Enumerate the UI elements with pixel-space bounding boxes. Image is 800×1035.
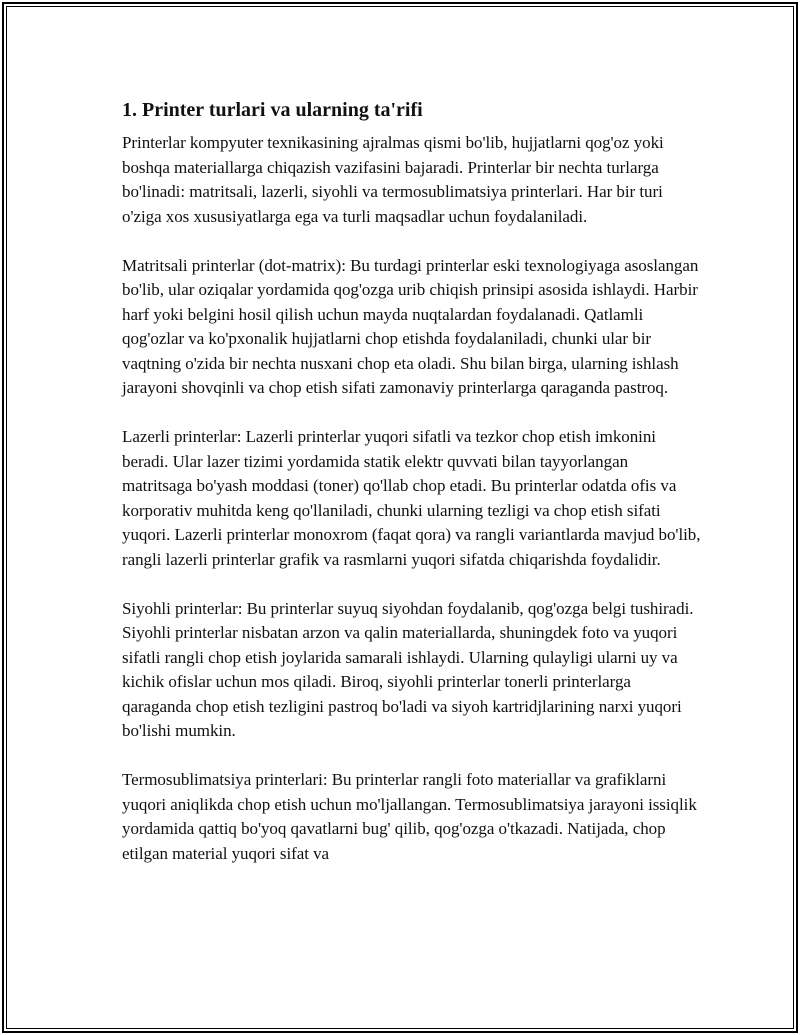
paragraph-intro: Printerlar kompyuter texnikasining ajralmas qismi bo'lib, hujjatlarni qog'oz yoki boshqa materiallarga chiqazish vazifasini bajaradi. Printerlar bir nechta turlarga bo'linadi: matritsali, lazerli, siyohli va termosublimatsiya printerlari. Har bir turi o'ziga xos xususiyatlarga ega va turli maqsadlar uchun foydalaniladi.: [122, 133, 664, 226]
paragraph-dye-sublimation: Termosublimatsiya printerlari: Bu printerlar rangli foto materiallar va grafiklarni yuqori aniqlikda chop etish uchun mo'ljallangan. Termosublimatsiya jarayoni issiqlik yordamida qattiq bo'yoq qavatlarni bug' qilib, qog'ozga o'tkazadi. Natijada, chop etilgan material yuqori sifat va: [122, 770, 697, 863]
paragraph-dot-matrix: Matritsali printerlar (dot-matrix): Bu turdagi printerlar eski texnologiyaga asoslangan bo'lib, ular oziqalar yordamida qog'ozga urib chiqish prinsipi asosida ishlaydi. Harbir harf yoki belgini hosil qilish uchun mayda nuqtalardan foydalanadi. Qatlamli qog'ozlar va ko'pxonalik hujjatlarni chop etishda foydalaniladi, chunki ular bir vaqtning o'zida bir nechta nusxani chop eta oladi. Shu bilan birga, ularning ishlash jarayoni shovqinli va chop etish sifati zamonaviy printerlarga qaraganda pastroq.: [122, 255, 699, 397]
document-body: [122, 96, 702, 866]
section-heading: 1. Printer turlari va ularning ta'rifi: [122, 99, 423, 121]
paragraph-inkjet: Siyohli printerlar: Bu printerlar suyuq siyohdan foydalanib, qog'ozga belgi tushiradi. Siyohli printerlar nisbatan arzon va qalin materiallarda, shuningdek foto va yuqori sifatli rangli chop etish joylarida samarali ishlaydi. Ularning qulayligi ularni uy va kichik ofislar uchun mos qiladi. Biroq, siyohli printerlar tonerli printerlarga qaraganda chop etish tezligini pastroq bo'ladi va siyoh kartridjlarining narxi yuqori bo'lishi mumkin.: [122, 598, 694, 740]
page-frame: [2, 2, 798, 1033]
paragraph-laser: Lazerli printerlar: Lazerli printerlar yuqori sifatli va tezkor chop etish imkonini beradi. Ular lazer tizimi yordamida statik elektr quvvati bilan tayyorlangan matritsaga bo'yash moddasi (toner) qo'llab chop etadi. Bu printerlar odatda ofis va korporativ muhitda keng qo'llaniladi, chunki ularning tezligi va chop etish sifati yuqori. Lazerli printerlar monoxrom (faqat qora) va rangli variantlarda mavjud bo'lib, rangli lazerli printerlar grafik va rasmlarni yuqori sifatda chiqarishda foydalidir.: [122, 427, 701, 569]
